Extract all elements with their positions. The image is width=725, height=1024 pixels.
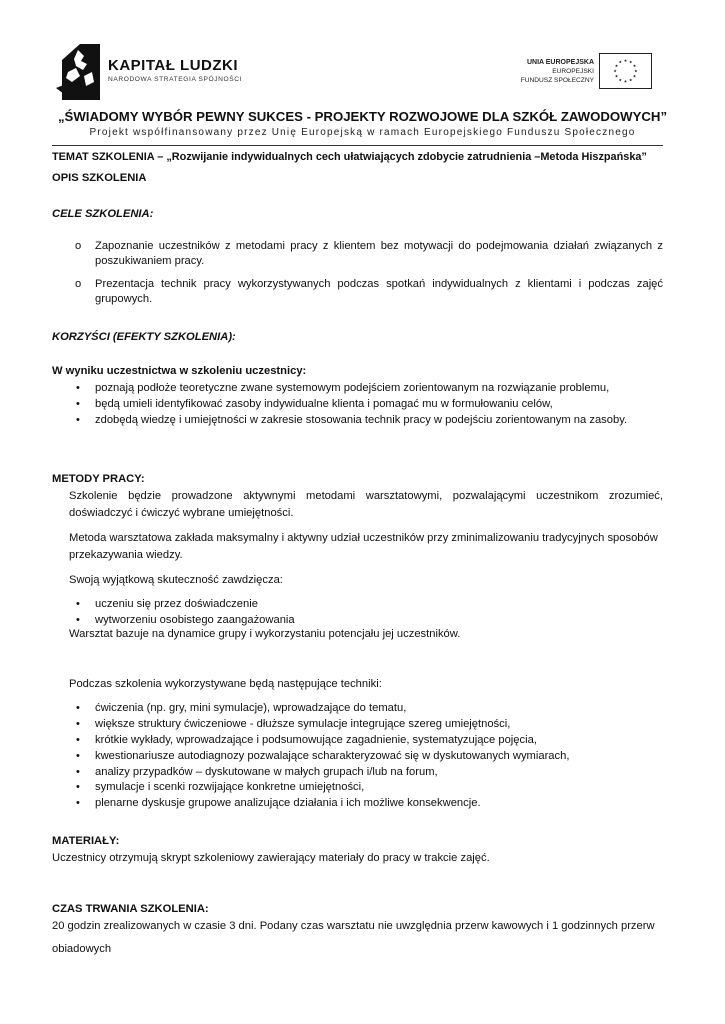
header-divider — [52, 145, 663, 146]
methods-p1-line-2: doświadczyć i ćwiczyć wybrane umiejętności. — [69, 507, 294, 519]
bullet-icon: • — [76, 734, 80, 746]
eu-line-2: EUROPEJSKI — [552, 68, 594, 75]
methods-p4: Warsztat bazuje na dynamice grupy i wykorzystaniu potencjału jej uczestników. — [69, 628, 461, 640]
eu-star-icon — [629, 60, 632, 63]
goal-2-line-2: grupowych. — [95, 293, 153, 305]
eu-star-icon — [633, 64, 636, 67]
eu-line-1: UNIA EUROPEJSKA — [526, 59, 594, 66]
bullet-icon: • — [76, 718, 80, 730]
technique-item: symulacje i scenki rozwijające konkretne umiejętności, — [95, 781, 365, 793]
project-title: „ŚWIADOMY WYBÓR PEWNY SUKCES - PROJEKTY ROZWOJOWE DLA SZKÓŁ ZAWODOWYCH” — [57, 109, 668, 124]
bullet-icon: • — [76, 414, 80, 426]
technique-item: ćwiczenia (np. gry, mini symulacje), wprowadzające do tematu, — [95, 702, 407, 714]
duration-line-1: 20 godzin zrealizowanych w czasie 3 dni. Podany czas warsztatu nie uwzględnia przerw kawowych i 1 godzinnych przerw — [52, 920, 655, 932]
bullet-icon: • — [76, 781, 80, 793]
eu-star-icon — [619, 78, 622, 81]
methods-p2-line-1: Metoda warsztatowa zakłada maksymalny i aktywny udział uczestników przy zminimalizowaniu tradycyjnych sposobów — [69, 532, 658, 544]
goal-2-line-1: Prezentacja technik pracy wykorzystywanych podczas spotkań indywidualnych z klientami i podczas zajęć — [95, 278, 663, 290]
eu-star-icon — [624, 80, 627, 83]
method-effect-item: wytworzeniu osobistego zaangażowania — [95, 614, 295, 626]
eu-star-icon — [624, 59, 627, 62]
materials-heading: MATERIAŁY: — [52, 835, 120, 847]
goal-1-line-2: poszukiwaniem pracy. — [95, 255, 205, 267]
benefits-intro: W wyniku uczestnictwa w szkoleniu uczestnicy: — [52, 365, 307, 377]
technique-item: analizy przypadków – dyskutowane w małych grupach i/lub na forum, — [95, 766, 438, 778]
methods-p3: Swoją wyjątkową skuteczność zawdzięcza: — [69, 574, 283, 586]
bullet-icon: • — [76, 766, 80, 778]
project-subtitle: Projekt współfinansowany przez Unię Europejską w ramach Europejskiego Funduszu Społecznego — [89, 127, 636, 138]
technique-item: kwestionariusze autodiagnozy pozwalające scharakteryzować się w dyskutowanych wymiarach, — [95, 750, 570, 762]
techniques-intro: Podczas szkolenia wykorzystywane będą następujące techniki: — [69, 678, 382, 690]
eu-line-3: FUNDUSZ SPOŁECZNY — [520, 77, 594, 84]
bullet-icon: • — [76, 702, 80, 714]
technique-item: plenarne dyskusje grupowe analizujące działania i ich możliwe konsekwencje. — [95, 797, 481, 809]
eu-star-icon — [634, 69, 637, 72]
bullet-icon: • — [76, 750, 80, 762]
goals-heading: CELE SZKOLENIA: — [52, 208, 154, 220]
eu-star-icon — [633, 75, 636, 78]
duration-line-2: obiadowych — [52, 943, 112, 955]
duration-heading: CZAS TRWANIA SZKOLENIA: — [52, 903, 209, 915]
methods-p2-line-2: przekazywania wiedzy. — [69, 549, 183, 561]
method-effect-item: uczeniu się przez doświadczenie — [95, 598, 258, 610]
bullet-icon: • — [76, 797, 80, 809]
methods-heading: METODY PRACY: — [52, 473, 145, 485]
training-topic: TEMAT SZKOLENIA – „Rozwijanie indywidualnych cech ułatwiających zdobycie zatrudnienia –Metoda Hiszpańska” — [52, 151, 647, 163]
eu-star-icon — [629, 78, 632, 81]
description-heading: OPIS SZKOLENIA — [52, 172, 147, 184]
bullet-icon: • — [76, 382, 80, 394]
goal-1-marker: o — [75, 240, 82, 252]
methods-p1-line-1: Szkolenie będzie prowadzone aktywnymi metodami warsztatowymi, pozwalającymi uczestnikom zrozumieć, — [69, 490, 663, 502]
bullet-icon: • — [76, 598, 80, 610]
bullet-icon: • — [76, 614, 80, 626]
benefit-item: zdobędą wiedzę i umiejętności w zakresie stosowania technik pracy w podejściu zorientowanym na zasoby. — [95, 414, 628, 426]
bullet-icon: • — [76, 398, 80, 410]
eu-star-icon — [614, 69, 617, 72]
eu-star-icon — [615, 64, 618, 67]
eu-text-block — [521, 58, 594, 85]
goal-2-marker: o — [75, 278, 82, 290]
eu-flag-icon — [599, 53, 652, 89]
benefits-heading: KORZYŚCI (EFEKTY SZKOLENIA): — [52, 331, 236, 343]
kapital-ludzki-logo — [54, 42, 104, 100]
eu-star-icon — [615, 75, 618, 78]
technique-item: większe struktury ćwiczeniowe - dłuższe symulacje integrujące szereg umiejętności, — [95, 718, 511, 730]
materials-text: Uczestnicy otrzymują skrypt szkoleniowy zawierający materiały do pracy w trakcie zajęć. — [52, 852, 490, 864]
logo-subtitle: NARODOWA STRATEGIA SPÓJNOŚCI — [108, 76, 243, 83]
logo-title: KAPITAŁ LUDZKI — [108, 57, 239, 74]
benefit-item: poznają podłoże teoretyczne zwane systemowym podejściem zorientowanym na rozwiązanie problemu, — [95, 382, 610, 394]
benefit-item: będą umieli identyfikować zasoby indywidualne klienta i pomagać mu w formułowaniu celów, — [95, 398, 553, 410]
technique-item: krótkie wykłady, wprowadzające i podsumowujące zagadnienie, systematyzujące pojęcia, — [95, 734, 537, 746]
eu-star-icon — [619, 60, 622, 63]
goal-1-line-1: Zapoznanie uczestników z metodami pracy z klientem bez motywacji do podejmowania działań związanych z — [95, 240, 663, 252]
